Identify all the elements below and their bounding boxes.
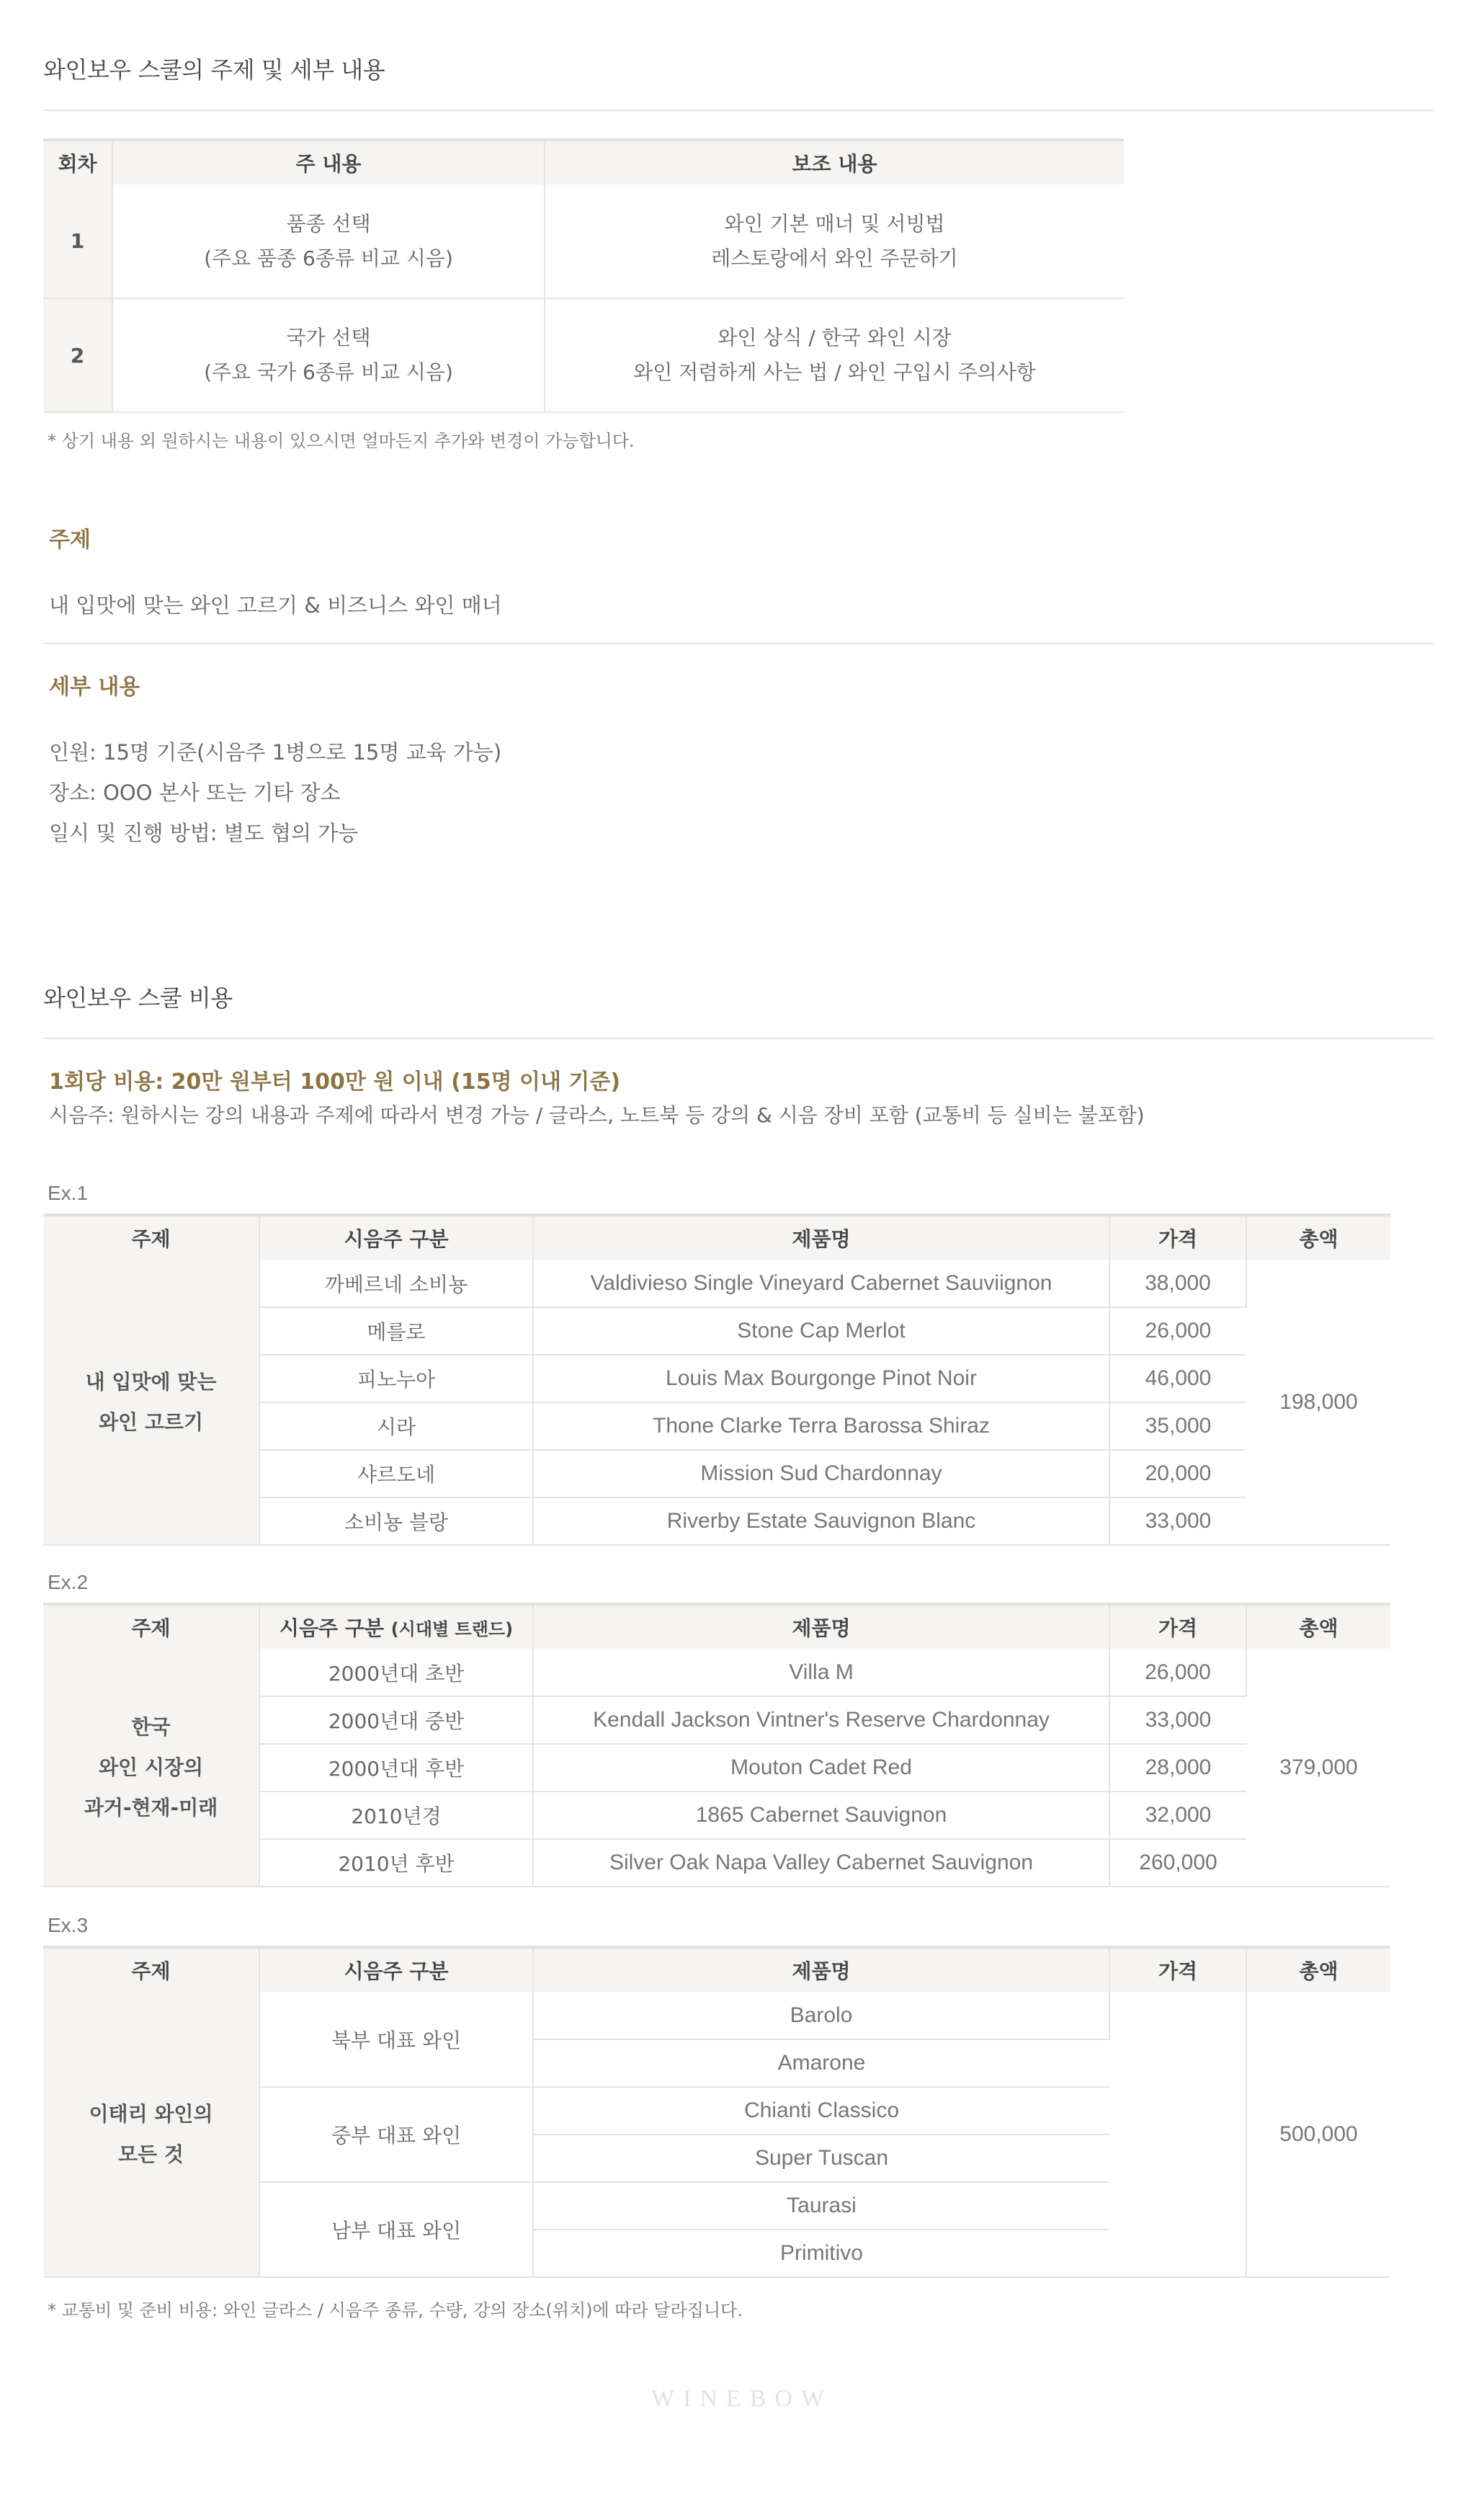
product-cell: Riverby Estate Sauvignon Blanc xyxy=(533,1497,1109,1545)
product-cell: Barolo xyxy=(533,1992,1109,2039)
price-cell: 33,000 xyxy=(1109,1497,1246,1545)
detail-item: 장소: OOO 본사 또는 기타 장소 xyxy=(49,780,341,805)
topic-cell xyxy=(43,1649,259,1887)
topic-line: 모든 것 xyxy=(118,2142,184,2166)
detail-label: 세부 내용 xyxy=(49,675,140,700)
section-title-topics: 와인보우 스쿨의 주제 및 세부 내용 xyxy=(43,56,385,84)
header-category-main: 시음주 구분 xyxy=(279,1616,384,1640)
category-cell: 2010년경 xyxy=(259,1791,533,1839)
product-cell: 1865 Cabernet Sauvignon xyxy=(533,1791,1109,1839)
topic-line: 와인 고르기 xyxy=(99,1410,203,1434)
category-cell: 소비뇽 블랑 xyxy=(259,1497,533,1545)
sub-line: 와인 상식 / 한국 와인 시장 xyxy=(718,326,952,350)
category-cell: 2000년대 초반 xyxy=(259,1649,533,1696)
topic-line: 와인 시장의 xyxy=(99,1755,203,1779)
header-product: 제품명 xyxy=(533,1947,1109,1992)
table-row xyxy=(43,298,1124,412)
sub-content xyxy=(545,298,1124,412)
product-cell: Mouton Cadet Red xyxy=(533,1744,1109,1791)
category-cell: 남부 대표 와인 xyxy=(259,2182,533,2277)
header-price: 가격 xyxy=(1109,1947,1246,1992)
header-price: 가격 xyxy=(1109,1215,1246,1260)
header-main: 주 내용 xyxy=(112,140,545,184)
main-line: 국가 선택 xyxy=(286,326,371,350)
topic-line: 이태리 와인의 xyxy=(89,2101,213,2126)
winebow-logo: WINEBOW xyxy=(651,2385,833,2412)
product-cell: Villa M xyxy=(533,1649,1109,1696)
category-cell: 샤르도네 xyxy=(259,1450,533,1497)
product-cell: Taurasi xyxy=(533,2182,1109,2230)
header-total: 총액 xyxy=(1246,1215,1390,1260)
product-cell: Silver Oak Napa Valley Cabernet Sauvignon xyxy=(533,1839,1109,1887)
price-cell: 28,000 xyxy=(1109,1744,1246,1791)
topic-cell xyxy=(43,1992,259,2277)
session-number: 2 xyxy=(43,298,112,412)
table-row xyxy=(43,1260,1390,1307)
category-cell: 2000년대 중반 xyxy=(259,1696,533,1744)
divider xyxy=(43,643,1434,644)
category-cell: 북부 대표 와인 xyxy=(259,1992,533,2087)
header-topic: 주제 xyxy=(43,1947,259,1992)
main-content xyxy=(112,184,545,298)
header-product: 제품명 xyxy=(533,1604,1109,1649)
header-category-sub: (시대별 트랜드) xyxy=(390,1619,514,1639)
header-total: 총액 xyxy=(1246,1604,1390,1649)
category-cell: 피노누아 xyxy=(259,1355,533,1402)
table-row xyxy=(43,184,1124,298)
main-line: 품종 선택 xyxy=(286,211,371,236)
topic-text: 내 입맛에 맞는 와인 고르기 & 비즈니스 와인 매너 xyxy=(49,593,502,618)
product-cell: Primitivo xyxy=(533,2230,1109,2277)
header-topic: 주제 xyxy=(43,1215,259,1260)
topic-line: 한국 xyxy=(131,1714,171,1739)
price-cell xyxy=(1109,1992,1246,2277)
example-1-table xyxy=(43,1214,1390,1546)
sub-line: 와인 저렴하게 사는 법 / 와인 구입시 주의사항 xyxy=(633,360,1036,384)
product-cell: Stone Cap Merlot xyxy=(533,1307,1109,1355)
divider xyxy=(43,1038,1434,1039)
category-cell: 2010년 후반 xyxy=(259,1839,533,1887)
product-cell: Amarone xyxy=(533,2039,1109,2087)
total-cell: 500,000 xyxy=(1246,1992,1390,2277)
price-cell: 33,000 xyxy=(1109,1696,1246,1744)
example-3-table xyxy=(43,1946,1390,2278)
detail-item: 인원: 15명 기준(시음주 1병으로 15명 교육 가능) xyxy=(49,740,502,765)
main-line: (주요 국가 6종류 비교 시음) xyxy=(204,360,453,384)
example-label: Ex.3 xyxy=(48,1914,89,1936)
sub-content xyxy=(545,184,1124,298)
main-line: (주요 품종 6종류 비교 시음) xyxy=(204,246,453,270)
topic-line: 내 입맛에 맞는 xyxy=(85,1369,217,1394)
category-cell: 까베르네 소비뇽 xyxy=(259,1260,533,1307)
product-cell: Thone Clarke Terra Barossa Shiraz xyxy=(533,1402,1109,1450)
header-sub: 보조 내용 xyxy=(545,140,1124,184)
section-title-cost: 와인보우 스쿨 비용 xyxy=(43,984,233,1012)
price-cell: 38,000 xyxy=(1109,1260,1246,1307)
price-cell: 20,000 xyxy=(1109,1450,1246,1497)
header-product: 제품명 xyxy=(533,1215,1109,1260)
example-2-table xyxy=(43,1603,1390,1887)
product-cell: Kendall Jackson Vintner's Reserve Chardonnay xyxy=(533,1696,1109,1744)
total-cell: 198,000 xyxy=(1246,1260,1390,1545)
category-cell: 메를로 xyxy=(259,1307,533,1355)
sub-line: 레스토랑에서 와인 주문하기 xyxy=(711,246,958,270)
table-note: * 상기 내용 외 원하시는 내용이 있으시면 얼마든지 추가와 변경이 가능합니다. xyxy=(48,431,635,451)
session-number: 1 xyxy=(43,184,112,298)
product-cell: Mission Sud Chardonnay xyxy=(533,1450,1109,1497)
header-total: 총액 xyxy=(1246,1947,1390,1992)
course-table xyxy=(43,138,1124,413)
header-topic: 주제 xyxy=(43,1604,259,1649)
header-category xyxy=(259,1604,533,1649)
price-cell: 26,000 xyxy=(1109,1649,1246,1696)
table-row xyxy=(43,1649,1390,1696)
product-cell: Super Tuscan xyxy=(533,2134,1109,2182)
cost-note: * 교통비 및 준비 비용: 와인 글라스 / 시음주 종류, 수량, 강의 장소(위치)에 따라 달라집니다. xyxy=(48,2300,743,2320)
topic-cell xyxy=(43,1260,259,1545)
example-label: Ex.2 xyxy=(48,1571,89,1593)
example-label: Ex.1 xyxy=(48,1182,89,1204)
topic-label: 주제 xyxy=(49,527,91,553)
product-cell: Valdivieso Single Vineyard Cabernet Sauviignon xyxy=(533,1260,1109,1307)
detail-item: 일시 및 진행 방법: 별도 협의 가능 xyxy=(49,821,359,845)
category-cell: 2000년대 후반 xyxy=(259,1744,533,1791)
main-content xyxy=(112,298,545,412)
cost-label: 1회당 비용: 20만 원부터 100만 원 이내 (15명 이내 기준) xyxy=(49,1069,621,1095)
header-category: 시음주 구분 xyxy=(259,1947,533,1992)
price-cell: 260,000 xyxy=(1109,1839,1246,1887)
price-cell: 32,000 xyxy=(1109,1791,1246,1839)
cost-description: 시음주: 원하시는 강의 내용과 주제에 따라서 변경 가능 / 글라스, 노트북 등 강의 & 시음 장비 포함 (교통비 등 실비는 불포함) xyxy=(49,1103,1145,1127)
product-cell: Louis Max Bourgonge Pinot Noir xyxy=(533,1355,1109,1402)
detail-list xyxy=(49,732,501,853)
header-session: 회차 xyxy=(43,140,112,184)
total-cell: 379,000 xyxy=(1246,1649,1390,1887)
table-row xyxy=(43,1992,1390,2039)
price-cell: 26,000 xyxy=(1109,1307,1246,1355)
divider xyxy=(43,110,1434,111)
price-cell: 46,000 xyxy=(1109,1355,1246,1402)
category-cell: 시라 xyxy=(259,1402,533,1450)
product-cell: Chianti Classico xyxy=(533,2087,1109,2134)
sub-line: 와인 기본 매너 및 서빙법 xyxy=(724,211,945,236)
header-price: 가격 xyxy=(1109,1604,1246,1649)
price-cell: 35,000 xyxy=(1109,1402,1246,1450)
category-cell: 중부 대표 와인 xyxy=(259,2087,533,2182)
topic-line: 과거-현재-미래 xyxy=(84,1795,218,1820)
header-category: 시음주 구분 xyxy=(259,1215,533,1260)
